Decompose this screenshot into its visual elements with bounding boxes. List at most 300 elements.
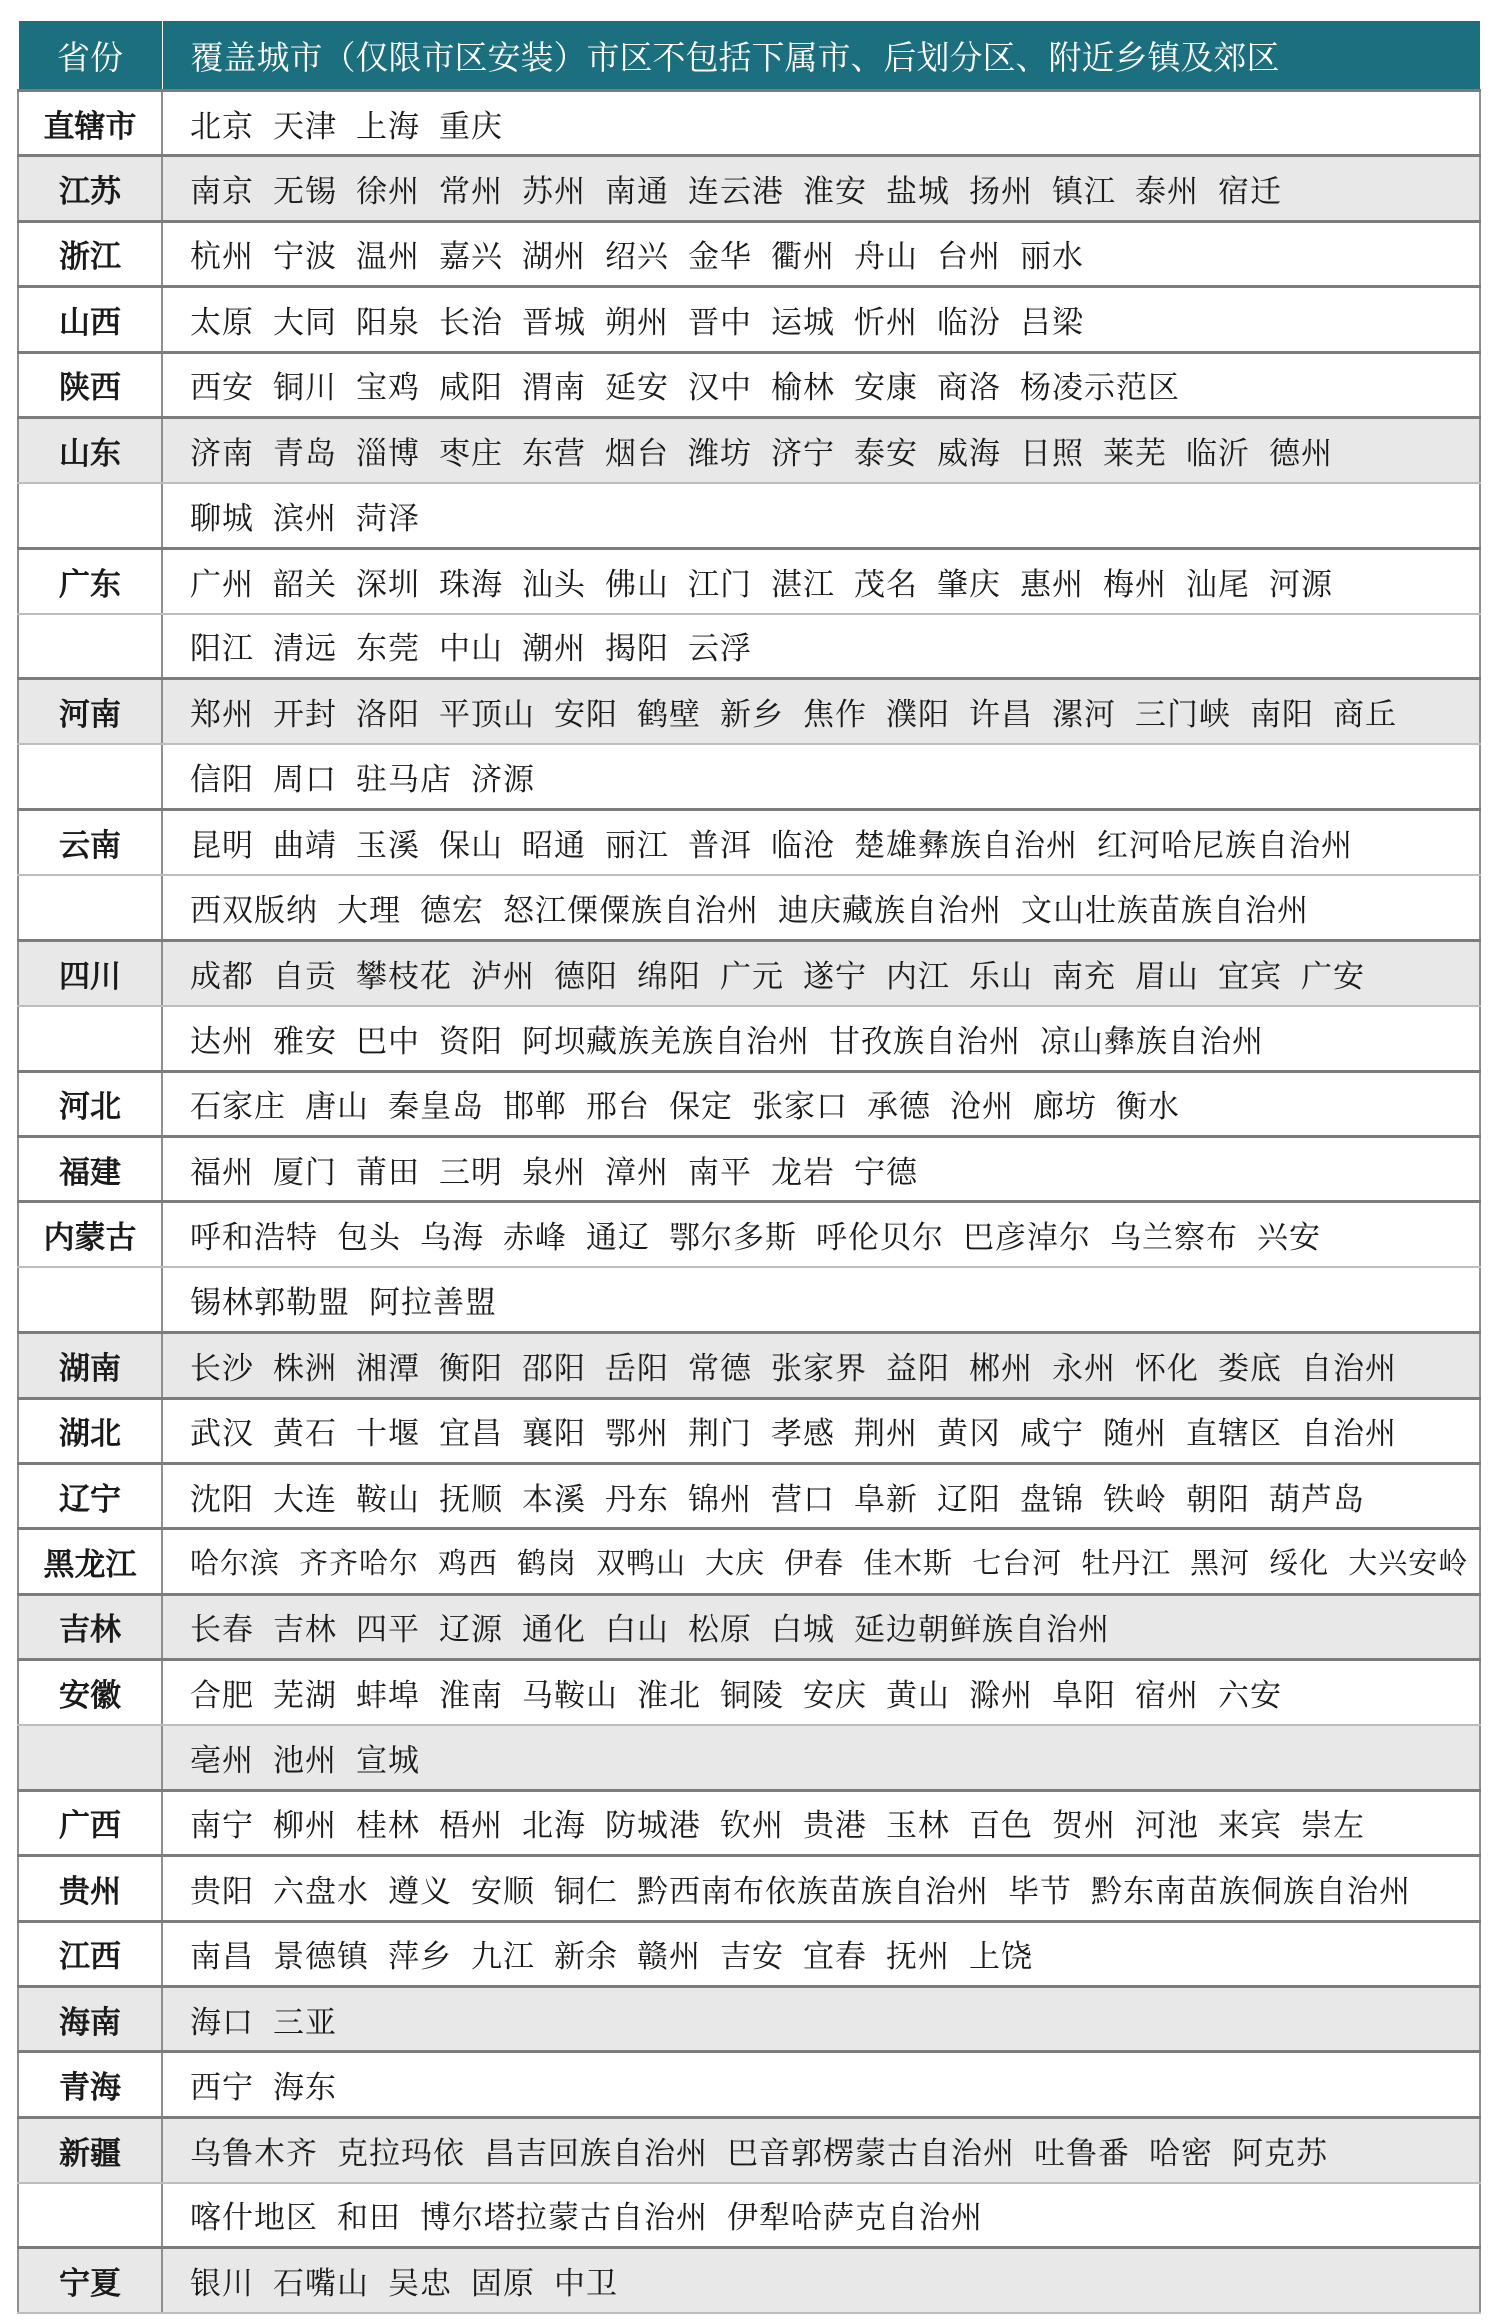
province-cell: 湖南 <box>18 1333 162 1398</box>
table-row <box>18 1398 1480 1463</box>
city-name: 菏泽 <box>356 500 420 537</box>
city-name: 衡水 <box>1116 1089 1180 1126</box>
cities-cell <box>162 2052 1480 2117</box>
city-name: 防城港 <box>605 1808 701 1845</box>
city-name: 曲靖 <box>273 828 337 865</box>
city-name: 双鸭山 <box>596 1545 687 1580</box>
city-name: 揭阳 <box>605 631 669 668</box>
table-row <box>18 1333 1480 1398</box>
city-name: 眉山 <box>1135 958 1199 995</box>
city-name: 安康 <box>854 370 918 407</box>
city-name: 周口 <box>273 762 337 799</box>
province-cell: 陕西 <box>18 352 162 417</box>
cities-cell <box>162 1725 1480 1790</box>
city-name: 临沂 <box>1186 435 1250 472</box>
province-cell: 江苏 <box>18 156 162 221</box>
province-cell: 湖北 <box>18 1398 162 1463</box>
province-cell: 云南 <box>18 810 162 875</box>
city-name: 铜陵 <box>720 1677 784 1714</box>
city-name: 贵阳 <box>190 1873 254 1910</box>
province-cell: 吉林 <box>18 1594 162 1659</box>
city-name: 南昌 <box>190 1939 254 1976</box>
city-name: 锡林郭勒盟 <box>190 1285 350 1322</box>
cities-cell <box>162 1006 1480 1071</box>
city-name: 咸阳 <box>439 370 503 407</box>
city-name: 九江 <box>471 1939 535 1976</box>
city-name: 安庆 <box>803 1677 867 1714</box>
city-name: 乐山 <box>969 958 1033 995</box>
city-name: 常德 <box>688 1350 752 1387</box>
city-name: 济源 <box>471 762 535 799</box>
city-name: 梅州 <box>1103 566 1167 603</box>
city-name: 雅安 <box>273 1023 337 1060</box>
city-name: 铜川 <box>273 370 337 407</box>
province-cell: 广东 <box>18 548 162 613</box>
city-name: 嘉兴 <box>439 239 503 276</box>
city-name: 潮州 <box>522 631 586 668</box>
city-name: 廊坊 <box>1033 1089 1097 1126</box>
city-name: 信阳 <box>190 762 254 799</box>
city-name: 衢州 <box>771 239 835 276</box>
city-name: 湘潭 <box>356 1350 420 1387</box>
city-name: 济南 <box>190 435 254 472</box>
city-name: 巴音郭楞蒙古自治州 <box>727 2135 1015 2172</box>
city-name: 滁州 <box>969 1677 1033 1714</box>
city-name: 广安 <box>1301 958 1365 995</box>
city-name: 南宁 <box>190 1808 254 1845</box>
province-cell: 贵州 <box>18 1856 162 1921</box>
city-name: 徐州 <box>356 174 420 211</box>
cities-cell <box>162 744 1480 809</box>
city-name: 扬州 <box>969 174 1033 211</box>
city-name: 德州 <box>1269 435 1333 472</box>
province-cell: 青海 <box>18 2052 162 2117</box>
city-name: 张家界 <box>771 1350 867 1387</box>
city-name: 汕尾 <box>1186 566 1250 603</box>
city-name: 阳泉 <box>356 304 420 341</box>
city-name: 连云港 <box>688 174 784 211</box>
city-name: 赣州 <box>637 1939 701 1976</box>
city-name: 永州 <box>1052 1350 1116 1387</box>
city-name: 郴州 <box>969 1350 1033 1387</box>
city-name: 宜宾 <box>1218 958 1282 995</box>
cities-cell <box>162 1921 1480 1986</box>
city-name: 商洛 <box>937 370 1001 407</box>
table-row <box>18 1921 1480 1986</box>
table-row <box>18 1071 1480 1136</box>
city-name: 运城 <box>771 304 835 341</box>
table-row <box>18 2052 1480 2117</box>
city-name: 铁岭 <box>1103 1481 1167 1518</box>
city-name: 唐山 <box>305 1089 369 1126</box>
city-name: 丽江 <box>605 828 669 865</box>
city-name: 三明 <box>439 1154 503 1191</box>
city-name: 辽源 <box>439 1612 503 1649</box>
city-name: 德阳 <box>554 958 618 995</box>
city-name: 贵港 <box>803 1808 867 1845</box>
cities-cell <box>162 1594 1480 1659</box>
city-name: 海口 <box>190 2004 254 2041</box>
city-name: 海东 <box>273 2069 337 2106</box>
city-name: 鸡西 <box>438 1545 499 1580</box>
city-name: 遵义 <box>388 1873 452 1910</box>
city-name: 沈阳 <box>190 1481 254 1518</box>
province-cell: 黑龙江 <box>18 1529 162 1594</box>
city-name: 汕头 <box>522 566 586 603</box>
city-name: 淮安 <box>803 174 867 211</box>
city-name: 天津 <box>273 108 337 145</box>
city-name: 邯郸 <box>503 1089 567 1126</box>
city-name: 铜仁 <box>554 1873 618 1910</box>
cities-cell <box>162 483 1480 548</box>
city-name: 宜春 <box>803 1939 867 1976</box>
table-row <box>18 221 1480 286</box>
city-name: 贺州 <box>1052 1808 1116 1845</box>
province-cell <box>18 1267 162 1332</box>
city-name: 迪庆藏族自治州 <box>778 892 1002 929</box>
city-name: 哈密 <box>1149 2135 1213 2172</box>
table-row <box>18 2248 1480 2313</box>
city-name: 邢台 <box>586 1089 650 1126</box>
city-name: 益阳 <box>886 1350 950 1387</box>
city-name: 绵阳 <box>637 958 701 995</box>
province-cell: 辽宁 <box>18 1463 162 1528</box>
city-name: 莆田 <box>356 1154 420 1191</box>
cities-cell <box>162 1790 1480 1855</box>
city-name: 巴中 <box>356 1023 420 1060</box>
city-name: 汉中 <box>688 370 752 407</box>
city-name: 镇江 <box>1052 174 1116 211</box>
city-name: 内江 <box>886 958 950 995</box>
city-name: 营口 <box>771 1481 835 1518</box>
city-name: 杭州 <box>190 239 254 276</box>
coverage-table <box>17 20 1481 2314</box>
city-name: 白城 <box>771 1612 835 1649</box>
cities-cell <box>162 156 1480 221</box>
header-province: 省份 <box>18 21 162 91</box>
province-cell: 山东 <box>18 417 162 482</box>
city-name: 红河哈尼族自治州 <box>1097 828 1353 865</box>
city-name: 攀枝花 <box>356 958 452 995</box>
cities-cell <box>162 2248 1480 2313</box>
city-name: 吉林 <box>273 1612 337 1649</box>
city-name: 焦作 <box>803 697 867 734</box>
city-name: 兴安 <box>1257 1220 1321 1257</box>
city-name: 黄冈 <box>937 1416 1001 1453</box>
city-name: 阿坝藏族羌族自治州 <box>522 1023 810 1060</box>
city-name: 巴彦淖尔 <box>963 1220 1091 1257</box>
city-name: 广元 <box>720 958 784 995</box>
city-name: 四平 <box>356 1612 420 1649</box>
city-name: 阿拉善盟 <box>369 1285 497 1322</box>
city-name: 中卫 <box>554 2266 618 2303</box>
province-cell: 新疆 <box>18 2117 162 2182</box>
cities-cell <box>162 287 1480 352</box>
city-name: 驻马店 <box>356 762 452 799</box>
city-name: 临汾 <box>937 304 1001 341</box>
city-name: 襄阳 <box>522 1416 586 1453</box>
city-name: 杨凌示范区 <box>1020 370 1180 407</box>
city-name: 聊城 <box>190 500 254 537</box>
city-name: 玉溪 <box>356 828 420 865</box>
province-cell: 直辖市 <box>18 91 162 156</box>
cities-cell <box>162 1333 1480 1398</box>
city-name: 长沙 <box>190 1350 254 1387</box>
province-cell <box>18 614 162 679</box>
city-name: 甘孜族自治州 <box>829 1023 1021 1060</box>
city-name: 苏州 <box>522 174 586 211</box>
city-name: 赤峰 <box>503 1220 567 1257</box>
city-name: 吴忠 <box>388 2266 452 2303</box>
city-name: 黄山 <box>886 1677 950 1714</box>
city-name: 十堰 <box>356 1416 420 1453</box>
city-name: 六安 <box>1218 1677 1282 1714</box>
city-name: 普洱 <box>688 828 752 865</box>
city-name: 盘锦 <box>1020 1481 1084 1518</box>
city-name: 朔州 <box>605 304 669 341</box>
city-name: 伊犁哈萨克自治州 <box>727 2200 983 2237</box>
city-name: 河源 <box>1269 566 1333 603</box>
city-name: 来宾 <box>1218 1808 1282 1845</box>
city-name: 吕梁 <box>1020 304 1084 341</box>
city-name: 娄底 <box>1218 1350 1282 1387</box>
city-name: 随州 <box>1103 1416 1167 1453</box>
city-name: 平顶山 <box>439 697 535 734</box>
city-name: 大连 <box>273 1481 337 1518</box>
cities-cell <box>162 940 1480 1005</box>
table-row <box>18 352 1480 417</box>
city-name: 昭通 <box>522 828 586 865</box>
city-name: 成都 <box>190 958 254 995</box>
table-row <box>18 91 1480 156</box>
city-name: 大庆 <box>705 1545 766 1580</box>
cities-cell <box>162 221 1480 286</box>
cities-cell <box>162 1137 1480 1202</box>
table-row <box>18 1790 1480 1855</box>
city-name: 新余 <box>554 1939 618 1976</box>
table-row <box>18 940 1480 1005</box>
city-name: 东营 <box>522 435 586 472</box>
city-name: 金华 <box>688 239 752 276</box>
city-name: 佳木斯 <box>863 1545 954 1580</box>
province-cell: 浙江 <box>18 221 162 286</box>
city-name: 武汉 <box>190 1416 254 1453</box>
city-name: 鞍山 <box>356 1481 420 1518</box>
city-name: 自贡 <box>273 958 337 995</box>
table-row <box>18 1856 1480 1921</box>
table-row <box>18 548 1480 613</box>
city-name: 开封 <box>273 697 337 734</box>
city-name: 江门 <box>688 566 752 603</box>
city-name: 伊春 <box>784 1545 845 1580</box>
city-name: 银川 <box>190 2266 254 2303</box>
city-name: 忻州 <box>854 304 918 341</box>
city-name: 通化 <box>522 1612 586 1649</box>
table-row <box>18 810 1480 875</box>
city-name: 自治州 <box>1301 1416 1397 1453</box>
city-name: 淄博 <box>356 435 420 472</box>
city-name: 榆林 <box>771 370 835 407</box>
city-name: 云浮 <box>688 631 752 668</box>
city-name: 德宏 <box>420 892 484 929</box>
table-row <box>18 1267 1480 1332</box>
cities-cell <box>162 1071 1480 1136</box>
province-cell <box>18 483 162 548</box>
city-name: 晋城 <box>522 304 586 341</box>
city-name: 阳江 <box>190 631 254 668</box>
city-name: 丽水 <box>1020 239 1084 276</box>
city-name: 鹤岗 <box>517 1545 578 1580</box>
city-name: 自治州 <box>1301 1350 1397 1387</box>
city-name: 包头 <box>337 1220 401 1257</box>
city-name: 朝阳 <box>1186 1481 1250 1518</box>
city-name: 喀什地区 <box>190 2200 318 2237</box>
cities-cell <box>162 875 1480 940</box>
cities-cell <box>162 1463 1480 1528</box>
province-cell <box>18 2183 162 2248</box>
city-name: 乌兰察布 <box>1110 1220 1238 1257</box>
province-cell: 宁夏 <box>18 2248 162 2313</box>
table-row <box>18 1660 1480 1725</box>
province-cell: 河南 <box>18 679 162 744</box>
city-name: 怒江傈僳族自治州 <box>503 892 759 929</box>
city-name: 安顺 <box>471 1873 535 1910</box>
city-name: 宿迁 <box>1218 174 1282 211</box>
city-name: 西安 <box>190 370 254 407</box>
city-name: 南通 <box>605 174 669 211</box>
table-row <box>18 1202 1480 1267</box>
city-name: 钦州 <box>720 1808 784 1845</box>
city-name: 常州 <box>439 174 503 211</box>
city-name: 安阳 <box>554 697 618 734</box>
city-name: 烟台 <box>605 435 669 472</box>
cities-cell <box>162 417 1480 482</box>
city-name: 阿克苏 <box>1232 2135 1328 2172</box>
city-name: 遂宁 <box>803 958 867 995</box>
city-name: 宿州 <box>1135 1677 1199 1714</box>
table-row <box>18 2117 1480 2182</box>
city-name: 抚州 <box>886 1939 950 1976</box>
cities-cell <box>162 2183 1480 2248</box>
city-name: 济宁 <box>771 435 835 472</box>
table-row <box>18 1137 1480 1202</box>
province-cell: 海南 <box>18 1986 162 2051</box>
city-name: 直辖区 <box>1186 1416 1282 1453</box>
city-name: 舟山 <box>854 239 918 276</box>
cities-cell <box>162 810 1480 875</box>
city-name: 岳阳 <box>605 1350 669 1387</box>
city-name: 黄石 <box>273 1416 337 1453</box>
cities-cell <box>162 2117 1480 2182</box>
city-name: 南平 <box>688 1154 752 1191</box>
city-name: 鄂州 <box>605 1416 669 1453</box>
city-name: 昆明 <box>190 828 254 865</box>
city-name: 白山 <box>605 1612 669 1649</box>
city-name: 资阳 <box>439 1023 503 1060</box>
city-name: 长治 <box>439 304 503 341</box>
city-name: 达州 <box>190 1023 254 1060</box>
city-name: 绍兴 <box>605 239 669 276</box>
city-name: 南充 <box>1052 958 1116 995</box>
city-name: 大兴安岭 <box>1348 1545 1469 1580</box>
city-name: 濮阳 <box>886 697 950 734</box>
city-name: 和田 <box>337 2200 401 2237</box>
city-name: 文山壮族苗族自治州 <box>1021 892 1309 929</box>
cities-cell <box>162 679 1480 744</box>
table-row <box>18 483 1480 548</box>
province-cell: 福建 <box>18 1137 162 1202</box>
province-cell: 江西 <box>18 1921 162 1986</box>
city-name: 乌鲁木齐 <box>190 2135 318 2172</box>
city-name: 新乡 <box>720 697 784 734</box>
city-name: 宜昌 <box>439 1416 503 1453</box>
city-name: 阜新 <box>854 1481 918 1518</box>
city-name: 克拉玛依 <box>337 2135 465 2172</box>
city-name: 本溪 <box>522 1481 586 1518</box>
city-name: 乌海 <box>420 1220 484 1257</box>
city-name: 牡丹江 <box>1081 1545 1172 1580</box>
city-name: 西宁 <box>190 2069 254 2106</box>
city-name: 六盘水 <box>273 1873 369 1910</box>
city-name: 大同 <box>273 304 337 341</box>
city-name: 池州 <box>273 1742 337 1779</box>
city-name: 怀化 <box>1135 1350 1199 1387</box>
city-name: 泸州 <box>471 958 535 995</box>
city-name: 宁德 <box>854 1154 918 1191</box>
cities-cell <box>162 1856 1480 1921</box>
cities-cell <box>162 1267 1480 1332</box>
city-name: 绥化 <box>1269 1545 1330 1580</box>
city-name: 芜湖 <box>273 1677 337 1714</box>
city-name: 三亚 <box>273 2004 337 2041</box>
city-name: 保山 <box>439 828 503 865</box>
city-name: 深圳 <box>356 566 420 603</box>
province-cell: 广西 <box>18 1790 162 1855</box>
city-name: 固原 <box>471 2266 535 2303</box>
city-name: 佛山 <box>605 566 669 603</box>
city-name: 毕节 <box>1008 1873 1072 1910</box>
city-name: 太原 <box>190 304 254 341</box>
table-header-row <box>18 21 1480 91</box>
city-name: 福州 <box>190 1154 254 1191</box>
table-row <box>18 1529 1480 1594</box>
province-cell: 河北 <box>18 1071 162 1136</box>
city-name: 抚顺 <box>439 1481 503 1518</box>
city-name: 通辽 <box>586 1220 650 1257</box>
city-name: 鄂尔多斯 <box>669 1220 797 1257</box>
city-name: 石嘴山 <box>273 2266 369 2303</box>
city-name: 丹东 <box>605 1481 669 1518</box>
city-name: 莱芜 <box>1103 435 1167 472</box>
city-name: 惠州 <box>1020 566 1084 603</box>
city-name: 衡阳 <box>439 1350 503 1387</box>
city-name: 淮南 <box>439 1677 503 1714</box>
city-name: 梧州 <box>439 1808 503 1845</box>
city-name: 南阳 <box>1250 697 1314 734</box>
city-name: 青岛 <box>273 435 337 472</box>
city-name: 漳州 <box>605 1154 669 1191</box>
table-row <box>18 679 1480 744</box>
city-name: 珠海 <box>439 566 503 603</box>
table-row <box>18 1725 1480 1790</box>
table-row <box>18 417 1480 482</box>
cities-cell <box>162 91 1480 156</box>
city-name: 上饶 <box>969 1939 1033 1976</box>
city-name: 三门峡 <box>1135 697 1231 734</box>
city-name: 重庆 <box>439 108 503 145</box>
city-name: 许昌 <box>969 697 1033 734</box>
city-name: 台州 <box>937 239 1001 276</box>
